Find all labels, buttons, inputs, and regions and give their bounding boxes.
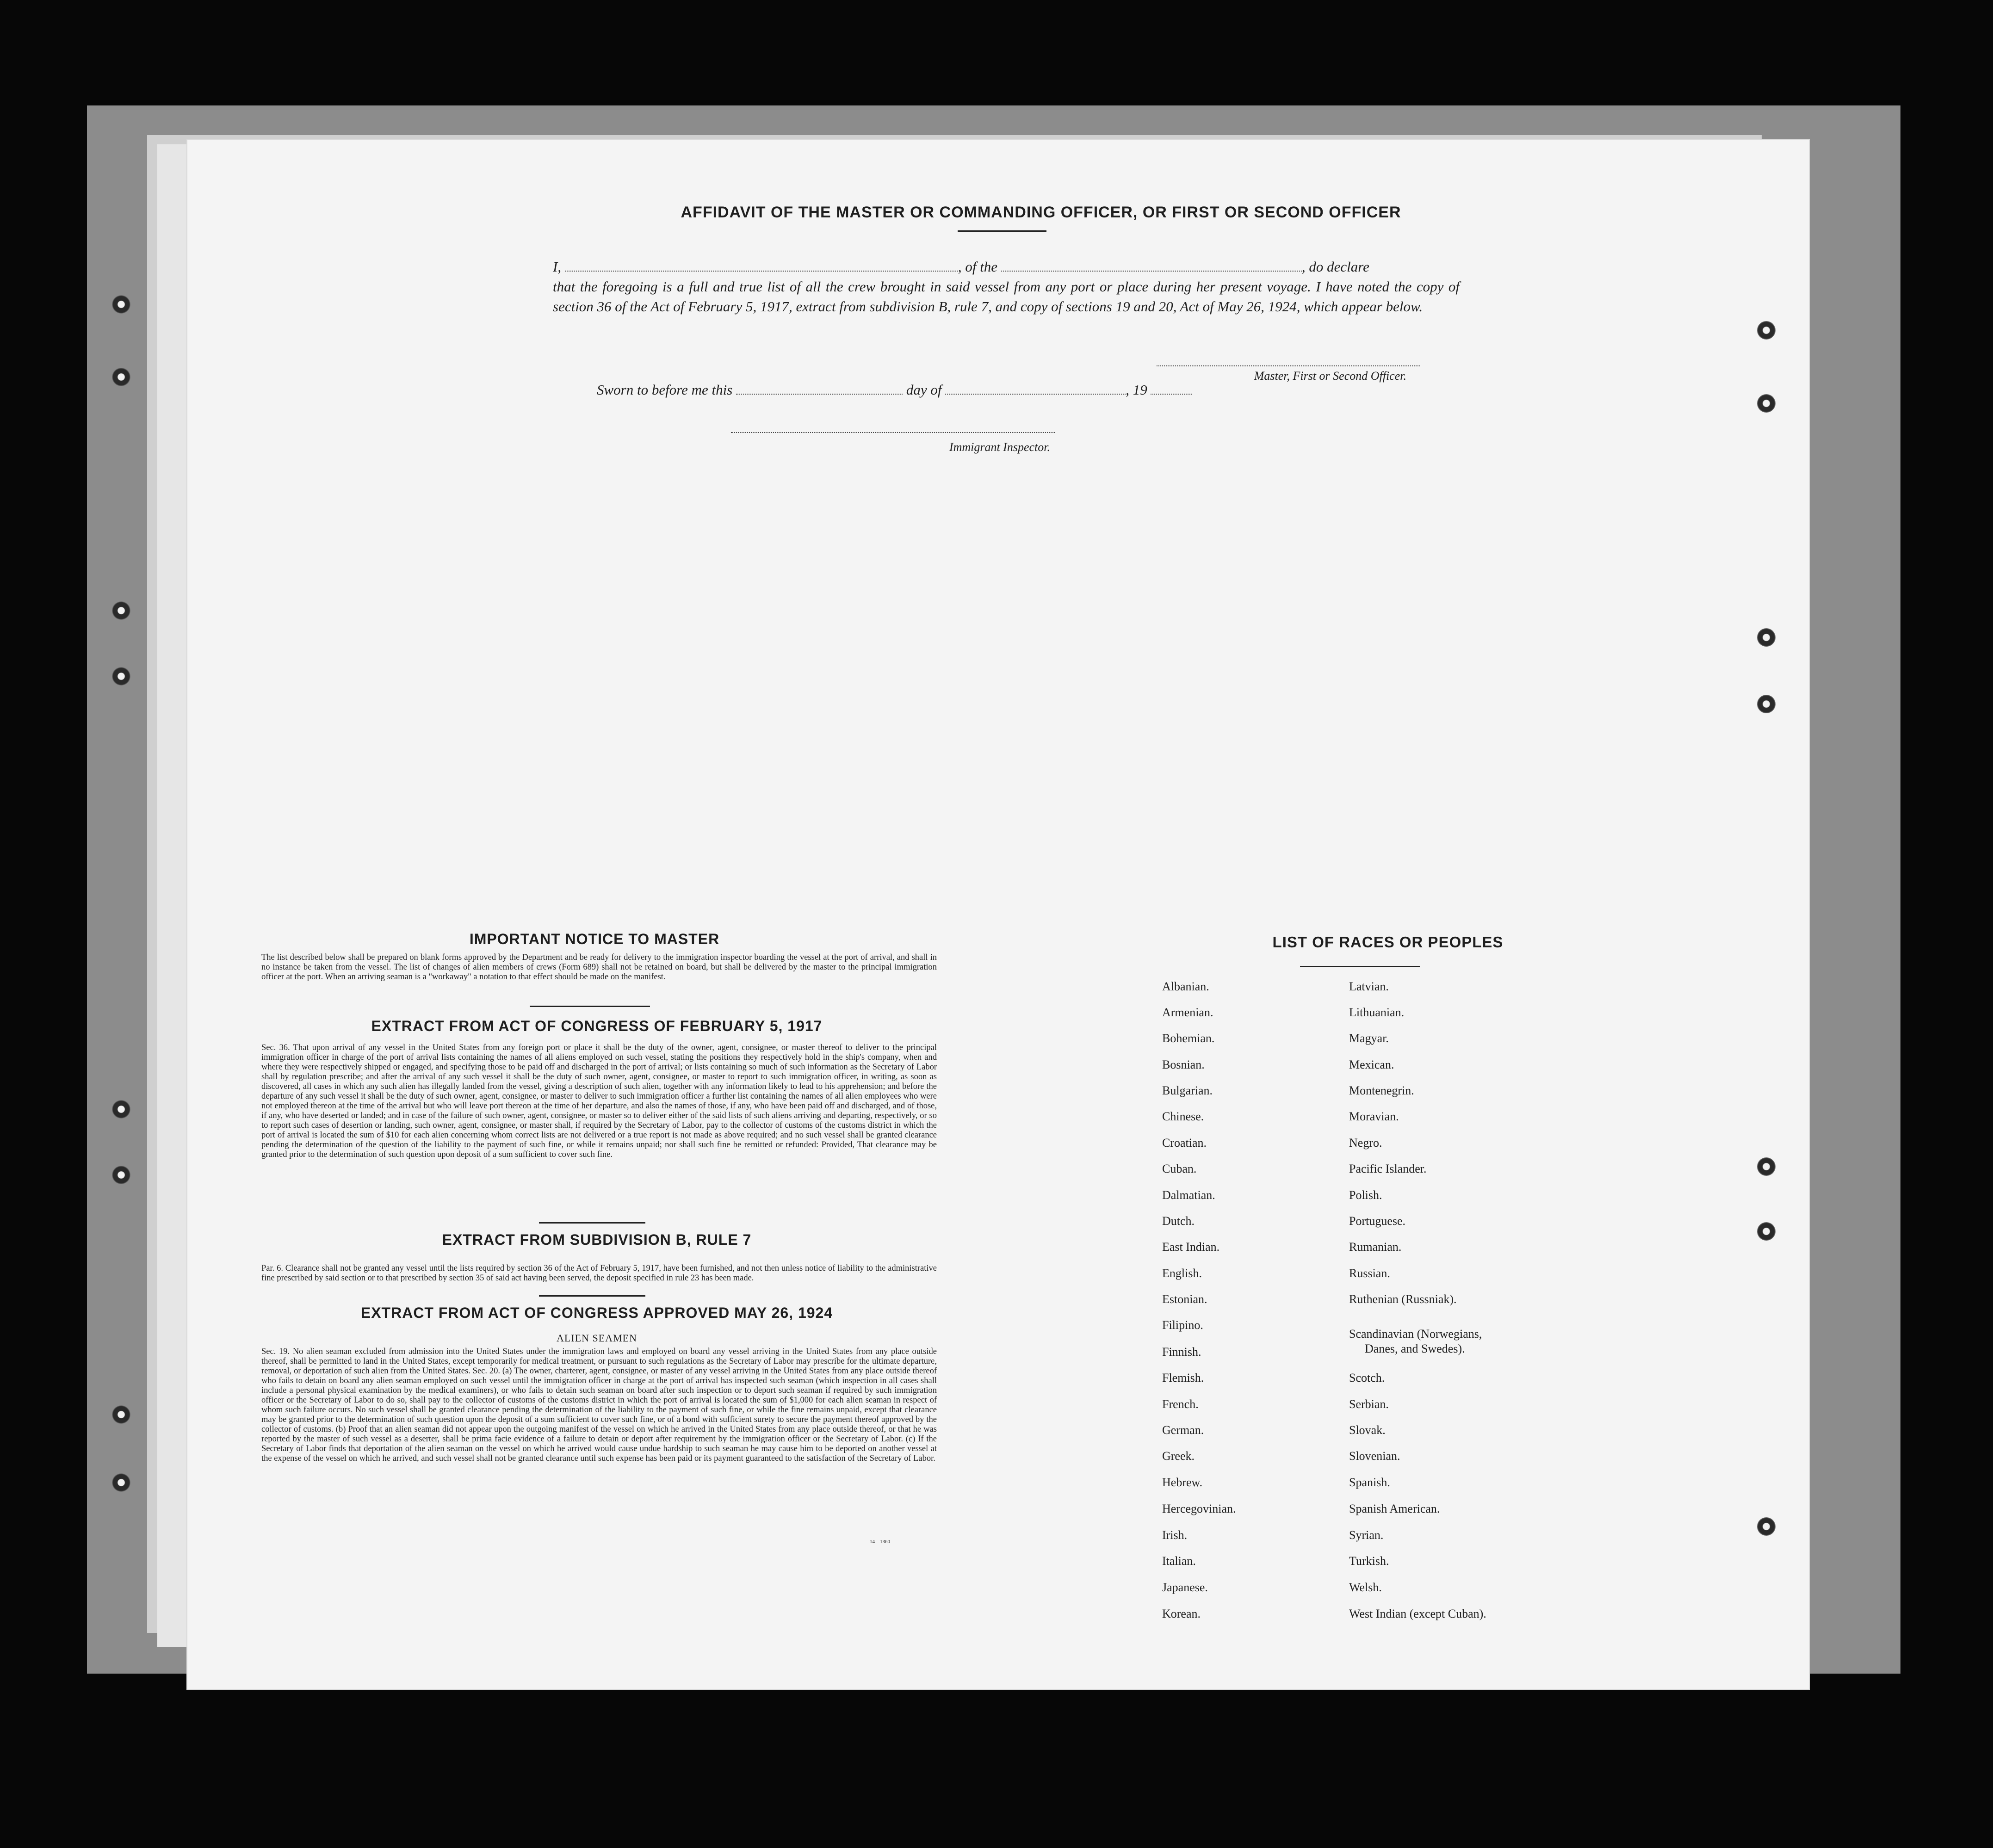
race-item: Flemish.: [1162, 1371, 1204, 1384]
race-item: Polish.: [1349, 1188, 1382, 1202]
binder-hole: [112, 1166, 130, 1184]
race-item: Magyar.: [1349, 1032, 1389, 1045]
binder-hole: [1757, 628, 1776, 647]
race-item: Montenegrin.: [1349, 1084, 1414, 1097]
race-item: Estonian.: [1162, 1292, 1207, 1306]
race-item: Ruthenian (Russniak).: [1349, 1292, 1457, 1306]
race-item: German.: [1162, 1423, 1204, 1437]
affidavit-first-line: [553, 257, 1460, 277]
race-item: Irish.: [1162, 1528, 1188, 1542]
race-item: Bohemian.: [1162, 1032, 1215, 1045]
race-item: Cuban.: [1162, 1162, 1197, 1175]
race-item: West Indian (except Cuban).: [1349, 1607, 1486, 1620]
affidavit-title: AFFIDAVIT OF THE MASTER OR COMMANDING OFFICER, OR FIRST OR SECOND OFFICER: [681, 204, 1401, 221]
races-rule: [1300, 966, 1420, 967]
race-item: Slovak.: [1349, 1423, 1386, 1437]
binder-hole: [112, 368, 130, 386]
race-item: Syrian.: [1349, 1528, 1384, 1542]
race-item: Negro.: [1349, 1136, 1382, 1150]
race-item: Bulgarian.: [1162, 1084, 1213, 1097]
affidavit-declare: , do declare: [1301, 259, 1369, 275]
binder-hole: [112, 295, 130, 314]
binder-hole: [1757, 321, 1776, 340]
extract-rule7-body: Par. 6. Clearance shall not be granted any vessel until the lists required by section 36 of the Act of February 5, 1917, have been furnished, and not then unless notice of liability to the administrative fine prescribed by said section or to that prescribed by section 35 of said act having been served, the deposit specified in rule 23 has been made.: [261, 1264, 937, 1283]
race-item: Scandinavian (Norwegians,: [1349, 1327, 1482, 1341]
race-item: Finnish.: [1162, 1345, 1201, 1359]
race-item: Welsh.: [1349, 1581, 1382, 1594]
race-item: Lithuanian.: [1349, 1006, 1405, 1019]
race-item: Hebrew.: [1162, 1476, 1203, 1489]
inspector-signature-line: [731, 431, 1055, 433]
race-item: Spanish American.: [1349, 1502, 1440, 1515]
race-item: Serbian.: [1349, 1397, 1389, 1411]
race-item: Danes, and Swedes).: [1365, 1342, 1465, 1355]
race-item: Moravian.: [1349, 1110, 1399, 1123]
binder-hole: [1757, 1222, 1776, 1241]
extract-rule7-title: EXTRACT FROM SUBDIVISION B, RULE 7: [442, 1231, 752, 1248]
form-number: 14—1360: [870, 1539, 890, 1545]
extract-1917-body: Sec. 36. That upon arrival of any vessel in the United States from any foreign port or place it shall be the duty of the owner, agent, consignee, or master thereof to deliver to the principal immigration officer in charge of the port of arrival lists containing the names of all aliens employed on such vessel, stating the positions they respectively hold in the ship's company, when and where they were respectively shipped or engaged, and specifying those to be paid off and discharged in the port of arrival; or lists containing so much of such information as the Secretary of Labor shall by regulation prescribe; and after the arrival of any such vessel it shall be the duty of such owner, agent, consignee, or master to report to such immigration officer, in writing, as soon as discovered, all cases in which any such alien has illegally landed from the vessel, giving a description of such alien, together with any information likely to lead to his apprehension; and before the departure of any such vessel it shall be the duty of such owner, agent, consignee, or master to deliver to such immigration officer a further list containing the names of all alien employees who were not employed thereon at the time of the arrival but who will leave port thereon at the time of her departure, and also the names of those, if any, who have been paid off and discharged, and of those, if any, who have deserted or landed; and in case of the failure of such owner, agent, consignee, or master so to deliver either of the said lists of such aliens arriving and departing, respectively, or so to report such cases of desertion or landing, such owner, agent, consignee, or master shall, if required by the Secretary of Labor, pay to the collector of customs of the customs district in which the port of arrival is located the sum of $10 for each alien concerning whom correct lists are not delivered or a true report is not made as above required; and no such vessel shall be granted clearance pending the determination of the question of the liability to the payment of such fine, or while it remains unpaid; nor shall such fine be remitted or refunded: Provided, That clearance may be granted prior to the determination of such question upon deposit of a sum sufficient to cover such fine.: [261, 1043, 937, 1159]
race-item: Hercegovinian.: [1162, 1502, 1236, 1515]
sworn-prefix: Sworn to before me this: [597, 382, 733, 398]
race-item: East Indian.: [1162, 1240, 1220, 1254]
affidavit-of-the: , of the: [958, 259, 998, 275]
race-item: Bosnian.: [1162, 1058, 1205, 1071]
race-item: French.: [1162, 1397, 1199, 1411]
affidavit-i: I,: [553, 259, 562, 275]
race-item: Pacific Islander.: [1349, 1162, 1427, 1175]
race-item: Albanian.: [1162, 980, 1209, 993]
binder-hole: [112, 1100, 130, 1119]
race-item: Scotch.: [1349, 1371, 1385, 1384]
race-item: English.: [1162, 1267, 1202, 1280]
inspector-label: Immigrant Inspector.: [949, 440, 1050, 454]
race-item: Slovenian.: [1349, 1449, 1400, 1463]
notice-title: IMPORTANT NOTICE TO MASTER: [469, 931, 720, 947]
sworn-day: day of: [906, 382, 942, 398]
binder-hole: [112, 667, 130, 686]
name-blank: [565, 271, 958, 272]
title-rule: [958, 230, 1046, 232]
sworn-line: [597, 382, 1231, 398]
notice-body: The list described below shall be prepared on blank forms approved by the Department and be ready for delivery to the immigration inspector boarding the vessel at the port of arrival, and shall in no instance be taken from the vessel. The list of changes of alien members of crews (Form 689) shall not be retained on board, but shall be delivered by the master to the principal immigration officer at the port. When an arriving seaman is a "workaway" a notation to that effect should be made on the manifest.: [261, 953, 937, 982]
race-item: Rumanian.: [1349, 1240, 1402, 1254]
race-item: Japanese.: [1162, 1581, 1208, 1594]
alien-seamen-subtitle: ALIEN SEAMEN: [557, 1332, 637, 1344]
binder-hole: [1757, 394, 1776, 413]
officer-signature-line: [1157, 365, 1420, 366]
section-rule: [539, 1222, 645, 1224]
sworn-month-blank: [945, 394, 1126, 395]
extract-1917-title: EXTRACT FROM ACT OF CONGRESS OF FEBRUARY 5, 1917: [371, 1018, 823, 1034]
race-item: Spanish.: [1349, 1476, 1390, 1489]
race-item: Filipino.: [1162, 1318, 1203, 1332]
binder-hole: [1757, 1157, 1776, 1176]
binder-hole: [112, 1405, 130, 1424]
vessel-blank: [1001, 271, 1302, 272]
sworn-year-blank: [1151, 394, 1192, 395]
binder-hole: [112, 1473, 130, 1492]
race-item: Croatian.: [1162, 1136, 1207, 1150]
sworn-date-blank: [736, 394, 903, 395]
race-item: Korean.: [1162, 1607, 1201, 1620]
affidavit-text: [553, 257, 1460, 316]
race-item: Dalmatian.: [1162, 1188, 1215, 1202]
binder-hole: [112, 601, 130, 620]
race-item: Portuguese.: [1349, 1214, 1406, 1228]
race-item: Italian.: [1162, 1554, 1196, 1568]
affidavit-body-text: that the foregoing is a full and true list of all the crew brought in said vessel from any port or place during her present voyage. I have noted the copy of section 36 of the Act of February 5, 1917, extract from subdivision B, rule 7, and copy of sections 19 and 20, Act of May 26, 1924, which appear below.: [553, 278, 1460, 315]
races-title: LIST OF RACES OR PEOPLES: [1272, 933, 1504, 951]
section-rule: [530, 1006, 650, 1007]
race-item: Latvian.: [1349, 980, 1389, 993]
race-item: Armenian.: [1162, 1006, 1213, 1019]
race-item: Dutch.: [1162, 1214, 1195, 1228]
race-item: Greek.: [1162, 1449, 1195, 1463]
extract-1924-body: Sec. 19. No alien seaman excluded from admission into the United States under the immigration laws and employed on board any vessel arriving in the United States from any place outside thereof, shall be permitted to land in the United States, except temporarily for medical treatment, or pursuant to such regulations as the Secretary of Labor may prescribe for the ultimate departure, removal, or deportation of such alien from the United States. Sec. 20. (a) The owner, charterer, agent, consignee, or master of any vessel arriving in the United States from any place outside thereof who fails to detain on board any alien seaman employed on such vessel until the immigration officer in charge at the port of arrival has inspected such seaman (which inspection in all cases shall include a personal physical examination by the medical examiners), or who fails to detain such seaman on board after such inspection or to deport such seaman if required by such immigration officer or the Secretary of Labor to do so, shall pay to the collector of customs of the customs district in which the port of arrival is located the sum of $1,000 for each alien seaman in respect of whom such failure occurs. No such vessel shall be granted clearance pending the determination of the liability to the payment of such fine, or while the fine remains unpaid, except that clearance may be granted prior to the determination of such question upon the deposit of a sum sufficient to cover such fine, or of a bond with sufficient surety to secure the payment thereof approved by the collector of customs. (b) Proof that an alien seaman did not appear upon the outgoing manifest of the vessel on which he arrived in the United States from any place outside thereof, or that he was reported by the master of such vessel as a deserter, shall be prima facie evidence of a failure to detain or deport after requirement by the immigration officer or the Secretary of Labor. (c) If the Secretary of Labor finds that deportation of the alien seaman on the vessel on which he arrived would cause undue hardship to such seaman he may cause him to be deported on another vessel at the expense of the vessel on which he arrived, and such vessel shall not be granted clearance until such expense has been paid or its payment guaranteed to the satisfaction of the Secretary of Labor.: [261, 1347, 937, 1463]
officer-label: Master, First or Second Officer.: [1254, 369, 1406, 383]
race-item: Russian.: [1349, 1267, 1390, 1280]
extract-1924-title: EXTRACT FROM ACT OF CONGRESS APPROVED MAY 26, 1924: [360, 1304, 833, 1321]
section-rule: [539, 1295, 645, 1297]
binder-hole: [1757, 695, 1776, 713]
race-item: Chinese.: [1162, 1110, 1204, 1123]
race-item: Turkish.: [1349, 1554, 1389, 1568]
binder-hole: [1757, 1517, 1776, 1536]
race-item: Mexican.: [1349, 1058, 1394, 1071]
sworn-year: , 19: [1126, 382, 1147, 398]
